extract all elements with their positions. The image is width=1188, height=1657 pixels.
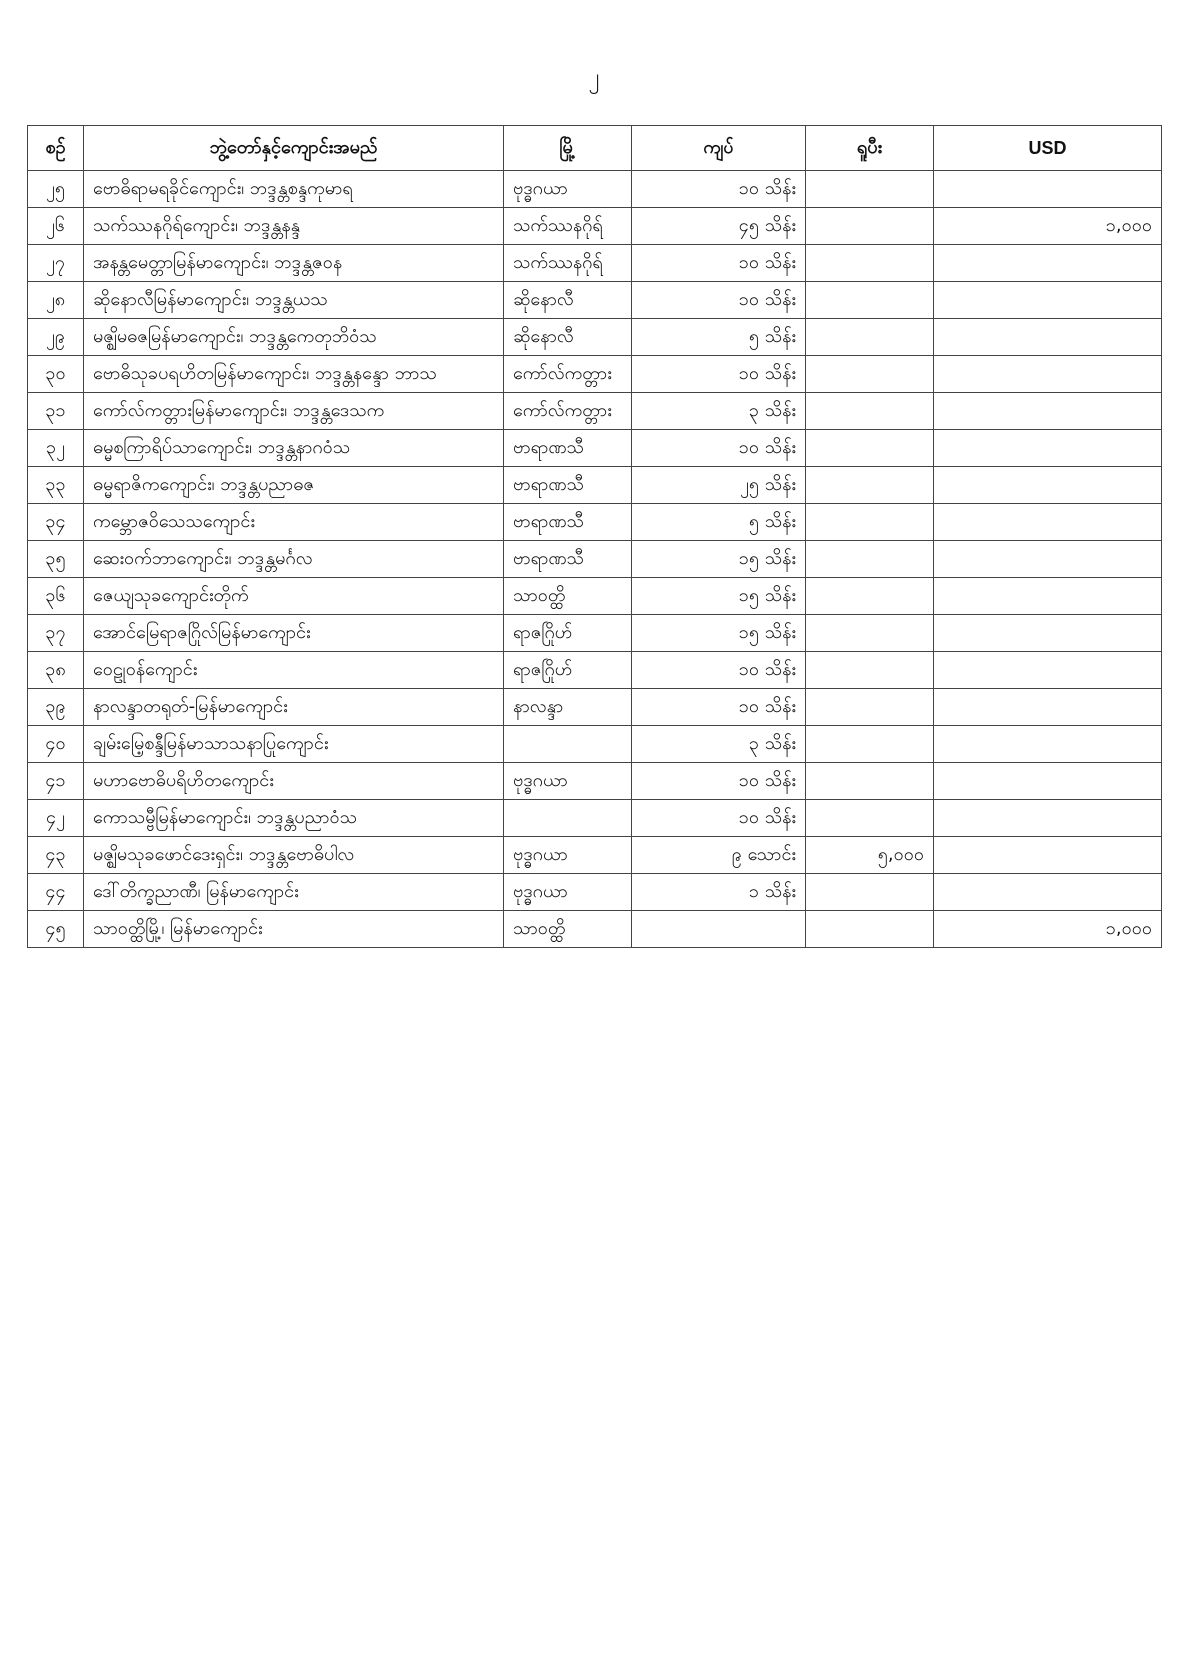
cell-rupee — [806, 689, 934, 726]
cell-usd — [934, 689, 1162, 726]
cell-town: ဆိုနောလီ — [504, 282, 632, 319]
cell-rupee — [806, 578, 934, 615]
cell-kyat: ၅ သိန်း — [632, 504, 806, 541]
table-row — [28, 504, 1162, 541]
cell-town: ရာဇဂြိုဟ် — [504, 615, 632, 652]
cell-no: ၃၀ — [28, 356, 84, 393]
cell-no: ၃၂ — [28, 430, 84, 467]
table-row — [28, 726, 1162, 763]
header-usd: USD — [934, 126, 1162, 171]
cell-town: ဗာရာဏသီ — [504, 504, 632, 541]
cell-kyat: ၁၀ သိန်း — [632, 171, 806, 208]
cell-rupee — [806, 615, 934, 652]
cell-no: ၃၈ — [28, 652, 84, 689]
cell-usd — [934, 874, 1162, 911]
cell-town: သာဝတ္ထိ — [504, 911, 632, 948]
table-row — [28, 652, 1162, 689]
cell-kyat: ၁၅ သိန်း — [632, 578, 806, 615]
cell-usd — [934, 393, 1162, 430]
cell-no: ၃၅ — [28, 541, 84, 578]
cell-no: ၃၁ — [28, 393, 84, 430]
cell-usd: ၁,၀၀၀ — [934, 208, 1162, 245]
cell-rupee — [806, 911, 934, 948]
cell-town: ဗုဒ္ဓဂယာ — [504, 171, 632, 208]
table-row — [28, 911, 1162, 948]
cell-name: ဝေဠုဝန်ကျောင်း — [84, 652, 504, 689]
cell-rupee — [806, 208, 934, 245]
header-rupee: ရူပီး — [806, 126, 934, 171]
cell-no: ၃၉ — [28, 689, 84, 726]
cell-usd — [934, 319, 1162, 356]
cell-name: အနန္တမေတ္တာမြန်မာကျောင်း၊ ဘဒ္ဒန္တဇဝန — [84, 245, 504, 282]
cell-rupee — [806, 282, 934, 319]
cell-town: သာဝတ္ထိ — [504, 578, 632, 615]
table-row — [28, 837, 1162, 874]
cell-town: သက်ဿနဂိုရ် — [504, 245, 632, 282]
header-kyat: ကျပ် — [632, 126, 806, 171]
cell-name: အောင်မြေရာဇဂြိုလ်မြန်မာကျောင်း — [84, 615, 504, 652]
cell-kyat: ၁၀ သိန်း — [632, 356, 806, 393]
cell-town: ကော်လ်ကတ္တား — [504, 393, 632, 430]
cell-kyat: ၁၅ သိန်း — [632, 615, 806, 652]
cell-name: သာဝတ္ထိမြို့၊ မြန်မာကျောင်း — [84, 911, 504, 948]
cell-usd — [934, 615, 1162, 652]
cell-rupee — [806, 467, 934, 504]
cell-usd — [934, 467, 1162, 504]
cell-town: နာလန္ဒာ — [504, 689, 632, 726]
cell-usd — [934, 726, 1162, 763]
cell-rupee — [806, 430, 934, 467]
cell-name: ဓမ္မစကြာရိပ်သာကျောင်း၊ ဘဒ္ဒန္တနာဂဝံသ — [84, 430, 504, 467]
donation-table — [27, 125, 1162, 948]
cell-no: ၂၈ — [28, 282, 84, 319]
cell-usd — [934, 837, 1162, 874]
cell-name: ဒေါ်တိက္ခညာဏီ၊ မြန်မာကျောင်း — [84, 874, 504, 911]
table-row — [28, 541, 1162, 578]
cell-rupee — [806, 726, 934, 763]
cell-kyat: ၃ သိန်း — [632, 726, 806, 763]
cell-no: ၄၅ — [28, 911, 84, 948]
cell-kyat: ၃ သိန်း — [632, 393, 806, 430]
table-row — [28, 578, 1162, 615]
cell-rupee — [806, 763, 934, 800]
cell-rupee — [806, 319, 934, 356]
cell-town: ဆိုနောလီ — [504, 319, 632, 356]
cell-town — [504, 726, 632, 763]
header-town: မြို့ — [504, 126, 632, 171]
cell-rupee — [806, 541, 934, 578]
cell-town: သက်ဿနဂိုရ် — [504, 208, 632, 245]
cell-kyat: ၁၀ သိန်း — [632, 800, 806, 837]
cell-name: မဇ္ဈိမဓဇမြန်မာကျောင်း၊ ဘဒ္ဒန္တကေတုဘိဝံသ — [84, 319, 504, 356]
table-row — [28, 208, 1162, 245]
table-row — [28, 874, 1162, 911]
table-row — [28, 430, 1162, 467]
cell-kyat: ၁၀ သိန်း — [632, 689, 806, 726]
table-body — [28, 171, 1162, 948]
cell-no: ၂၉ — [28, 319, 84, 356]
cell-kyat: ၁၅ သိန်း — [632, 541, 806, 578]
cell-usd — [934, 763, 1162, 800]
cell-town: ဗုဒ္ဓဂယာ — [504, 874, 632, 911]
cell-usd — [934, 504, 1162, 541]
cell-usd — [934, 356, 1162, 393]
cell-kyat: ၂၅ သိန်း — [632, 467, 806, 504]
cell-town: ဗုဒ္ဓဂယာ — [504, 837, 632, 874]
cell-town: ဗာရာဏသီ — [504, 541, 632, 578]
cell-town: ဗာရာဏသီ — [504, 467, 632, 504]
cell-town: ဗုဒ္ဓဂယာ — [504, 763, 632, 800]
cell-no: ၂၅ — [28, 171, 84, 208]
cell-no: ၃၆ — [28, 578, 84, 615]
cell-kyat: ၁၀ သိန်း — [632, 652, 806, 689]
table-row — [28, 467, 1162, 504]
cell-no: ၃၃ — [28, 467, 84, 504]
cell-usd: ၁,၀၀၀ — [934, 911, 1162, 948]
cell-name: ဆိုနောလီမြန်မာကျောင်း၊ ဘဒ္ဒန္တယသ — [84, 282, 504, 319]
cell-rupee — [806, 171, 934, 208]
table-row — [28, 171, 1162, 208]
table-row — [28, 763, 1162, 800]
header-name: ဘွဲ့တော်နှင့်ကျောင်းအမည် — [84, 126, 504, 171]
cell-rupee — [806, 393, 934, 430]
cell-no: ၄၄ — [28, 874, 84, 911]
cell-no: ၄၁ — [28, 763, 84, 800]
cell-rupee — [806, 245, 934, 282]
header-no: စဉ် — [28, 126, 84, 171]
cell-rupee: ၅,၀၀၀ — [806, 837, 934, 874]
cell-no: ၂၇ — [28, 245, 84, 282]
cell-kyat: ၉ သောင်း — [632, 837, 806, 874]
cell-town: ရာဇဂြိုဟ် — [504, 652, 632, 689]
cell-rupee — [806, 874, 934, 911]
cell-no: ၄၂ — [28, 800, 84, 837]
table-header-row — [28, 126, 1162, 171]
cell-kyat: ၁၀ သိန်း — [632, 245, 806, 282]
cell-usd — [934, 578, 1162, 615]
cell-kyat: ၁၀ သိန်း — [632, 430, 806, 467]
table-row — [28, 319, 1162, 356]
cell-no: ၄၀ — [28, 726, 84, 763]
cell-no: ၄၃ — [28, 837, 84, 874]
cell-name: မဇ္ဈိမသုခဖောင်ဒေးရှင်း၊ ဘဒ္ဒန္တဗောဓိပါလ — [84, 837, 504, 874]
cell-usd — [934, 652, 1162, 689]
table-row — [28, 356, 1162, 393]
cell-usd — [934, 171, 1162, 208]
cell-usd — [934, 800, 1162, 837]
cell-name: ဓမ္မရာဇိကကျောင်း၊ ဘဒ္ဒန္တပညာဓဇ — [84, 467, 504, 504]
cell-town: ကော်လ်ကတ္တား — [504, 356, 632, 393]
cell-usd — [934, 282, 1162, 319]
table-row — [28, 245, 1162, 282]
cell-name: ကောသမ္ဗီမြန်မာကျောင်း၊ ဘဒ္ဒန္တပညာဝံသ — [84, 800, 504, 837]
cell-kyat: ၁၀ သိန်း — [632, 763, 806, 800]
cell-usd — [934, 430, 1162, 467]
cell-rupee — [806, 356, 934, 393]
cell-name: နာလန္ဒာတရုတ်-မြန်မာကျောင်း — [84, 689, 504, 726]
cell-name: ဗောဓိရာမရခိုင်ကျောင်း၊ ဘဒ္ဒန္တစန္ဒကုမာရ — [84, 171, 504, 208]
cell-usd — [934, 541, 1162, 578]
table-row — [28, 282, 1162, 319]
cell-name: သက်ဿနဂိုရ်ကျောင်း၊ ဘဒ္ဒန္တနန္ဒ — [84, 208, 504, 245]
cell-town — [504, 800, 632, 837]
table-row — [28, 800, 1162, 837]
cell-rupee — [806, 800, 934, 837]
page-number: ၂ — [588, 65, 600, 90]
cell-name: မဟာဗောဓိပရိဟိတကျောင်း — [84, 763, 504, 800]
cell-rupee — [806, 652, 934, 689]
cell-name: ချမ်းမြေ့စန္ဒီမြန်မာသာသနာပြုကျောင်း — [84, 726, 504, 763]
cell-name: ဆေးဝက်ဘာကျောင်း၊ ဘဒ္ဒန္တမင်္ဂလ — [84, 541, 504, 578]
cell-usd — [934, 245, 1162, 282]
table-row — [28, 393, 1162, 430]
cell-rupee — [806, 504, 934, 541]
cell-name: ဇေယျသုခကျောင်းတိုက် — [84, 578, 504, 615]
cell-no: ၂၆ — [28, 208, 84, 245]
cell-kyat: ၁၀ သိန်း — [632, 282, 806, 319]
cell-town: ဗာရာဏသီ — [504, 430, 632, 467]
cell-no: ၃၄ — [28, 504, 84, 541]
cell-name: ကမ္ဘောဇဝိသေသကျောင်း — [84, 504, 504, 541]
cell-kyat: ၅ သိန်း — [632, 319, 806, 356]
table-row — [28, 689, 1162, 726]
cell-kyat: ၁ သိန်း — [632, 874, 806, 911]
cell-kyat — [632, 911, 806, 948]
cell-name: ကော်လ်ကတ္တားမြန်မာကျောင်း၊ ဘဒ္ဒန္တဒေသက — [84, 393, 504, 430]
cell-name: ဗောဓိသုခပရဟိတမြန်မာကျောင်း၊ ဘဒ္ဒန္တနန္ဒော ဘာသ — [84, 356, 504, 393]
table-row — [28, 615, 1162, 652]
cell-no: ၃၇ — [28, 615, 84, 652]
cell-kyat: ၄၅ သိန်း — [632, 208, 806, 245]
